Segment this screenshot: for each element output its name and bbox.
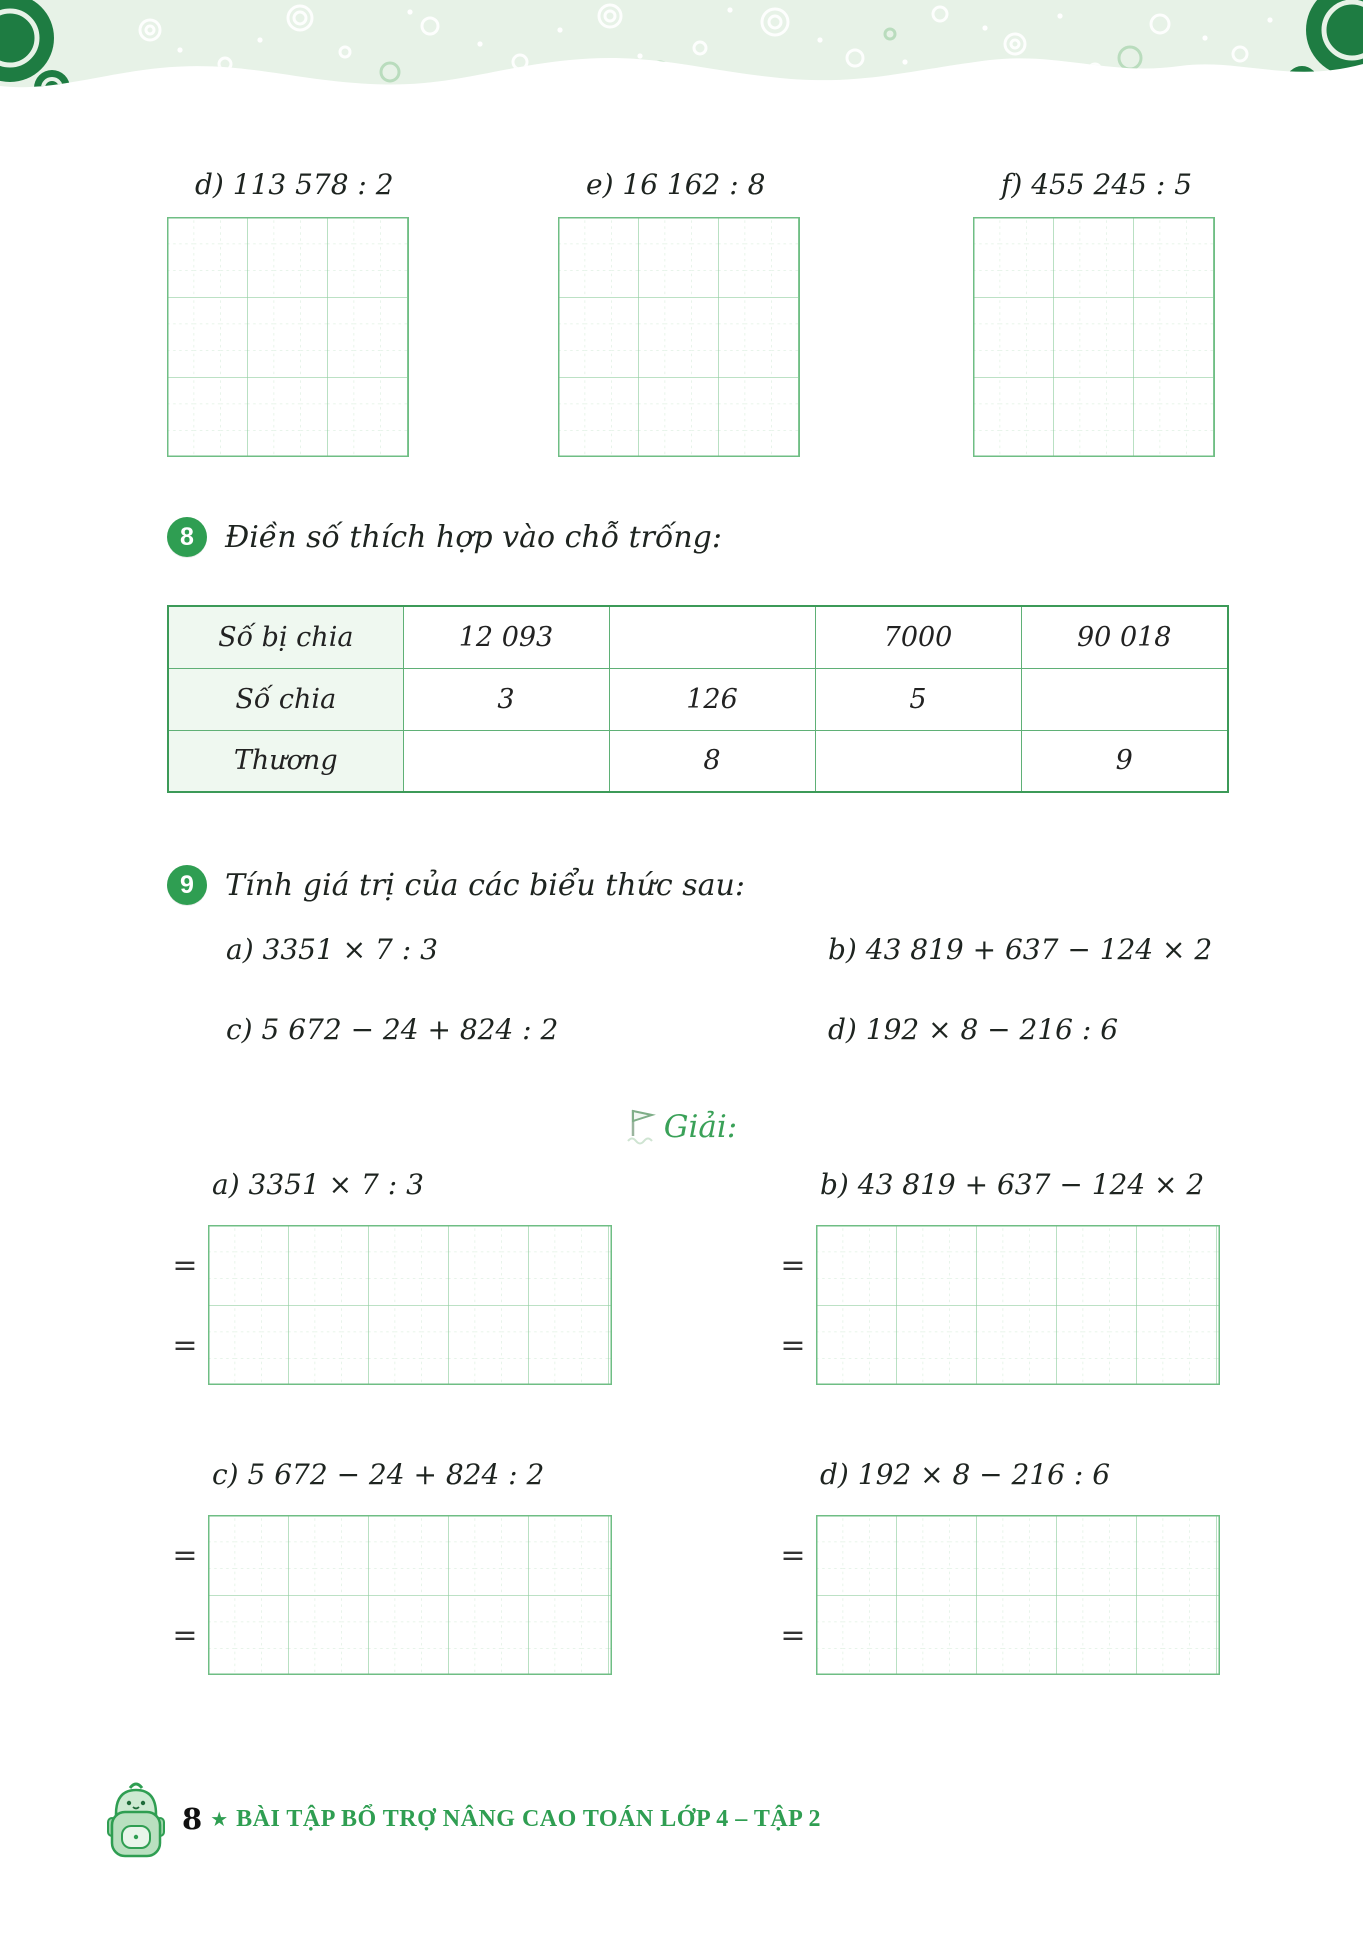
- backpack-mascot-icon: [104, 1778, 168, 1860]
- star-icon: ★: [210, 1807, 229, 1831]
- work-grid-a[interactable]: [208, 1225, 612, 1385]
- solution-b-label: b) 43 819 + 637 − 124 × 2: [820, 1168, 1205, 1201]
- solutions-area: [0, 1167, 1363, 1675]
- equals-sign: =: [172, 1537, 198, 1573]
- expression-b: b) 43 819 + 637 − 124 × 2: [828, 933, 1213, 966]
- solution-a-label: a) 3351 × 7 : 3: [212, 1168, 424, 1201]
- problem-d: [167, 168, 409, 457]
- exercise-8-badge: 8: [167, 517, 207, 557]
- expression-a: a) 3351 × 7 : 3: [226, 933, 438, 966]
- division-table: [167, 605, 1229, 793]
- table-cell: 5: [815, 668, 1021, 730]
- expression-d: d) 192 × 8 − 216 : 6: [828, 1013, 1119, 1046]
- table-cell: 12 093: [403, 606, 609, 668]
- top-problems-row: [0, 168, 1363, 457]
- exercise-8-header: [0, 517, 1363, 557]
- equals-sign: =: [172, 1247, 198, 1283]
- table-cell: 126: [609, 668, 815, 730]
- table-cell: 9: [1021, 730, 1228, 792]
- problem-d-label: d) 113 578 : 2: [195, 168, 394, 201]
- problem-e: [558, 168, 800, 457]
- problem-e-label: e) 16 162 : 8: [586, 168, 766, 201]
- exercise-9-badge: 9: [167, 865, 207, 905]
- solution-block-a: [172, 1167, 614, 1385]
- exercise-8-title: Điền số thích hợp vào chỗ trống:: [225, 519, 722, 555]
- expressions-list: [0, 931, 1363, 1049]
- equals-column: [780, 1515, 806, 1675]
- equals-sign: =: [780, 1617, 806, 1653]
- solution-label: Giải:: [663, 1109, 738, 1145]
- page-footer: [104, 1778, 821, 1860]
- equals-column: [780, 1225, 806, 1385]
- equals-sign: =: [780, 1247, 806, 1283]
- problem-f: [973, 168, 1215, 457]
- answer-grid-d[interactable]: [167, 217, 409, 457]
- exercise-9-title: Tính giá trị của các biểu thức sau:: [225, 867, 745, 903]
- equals-column: [172, 1225, 198, 1385]
- work-grid-b[interactable]: [816, 1225, 1220, 1385]
- exercise-9-header: [0, 865, 1363, 905]
- row-header-divisor: Số chia: [168, 668, 403, 730]
- table-cell: 3: [403, 668, 609, 730]
- solution-block-b: [780, 1167, 1363, 1385]
- equals-column: [172, 1515, 198, 1675]
- expression-c: c) 5 672 − 24 + 824 : 2: [226, 1013, 559, 1046]
- solution-d-label: d) 192 × 8 − 216 : 6: [820, 1458, 1111, 1491]
- table-cell-blank[interactable]: [403, 730, 609, 792]
- solution-heading: [0, 1105, 1363, 1153]
- table-row: [168, 730, 1228, 792]
- table-cell-blank[interactable]: [1021, 668, 1228, 730]
- flag-icon: [626, 1105, 656, 1145]
- table-row: [168, 668, 1228, 730]
- table-cell: 8: [609, 730, 815, 792]
- decorative-band: [0, 0, 1363, 112]
- footer-title: BÀI TẬP BỔ TRỢ NÂNG CAO TOÁN LỚP 4 – TẬP 2: [236, 1805, 822, 1832]
- problem-f-label: f) 455 245 : 5: [1001, 168, 1193, 201]
- table-row: [168, 606, 1228, 668]
- work-grid-c[interactable]: [208, 1515, 612, 1675]
- equals-sign: =: [172, 1327, 198, 1363]
- table-cell: 7000: [815, 606, 1021, 668]
- solution-block-c: [172, 1457, 614, 1675]
- table-cell-blank[interactable]: [815, 730, 1021, 792]
- table-cell-blank[interactable]: [609, 606, 815, 668]
- equals-sign: =: [780, 1537, 806, 1573]
- table-cell: 90 018: [1021, 606, 1228, 668]
- solution-c-label: c) 5 672 − 24 + 824 : 2: [212, 1458, 545, 1491]
- row-header-dividend: Số bị chia: [168, 606, 403, 668]
- row-header-quotient: Thương: [168, 730, 403, 792]
- equals-sign: =: [780, 1327, 806, 1363]
- answer-grid-f[interactable]: [973, 217, 1215, 457]
- answer-grid-e[interactable]: [558, 217, 800, 457]
- page-number: 8: [182, 1802, 203, 1836]
- work-grid-d[interactable]: [816, 1515, 1220, 1675]
- solution-block-d: [780, 1457, 1363, 1675]
- equals-sign: =: [172, 1617, 198, 1653]
